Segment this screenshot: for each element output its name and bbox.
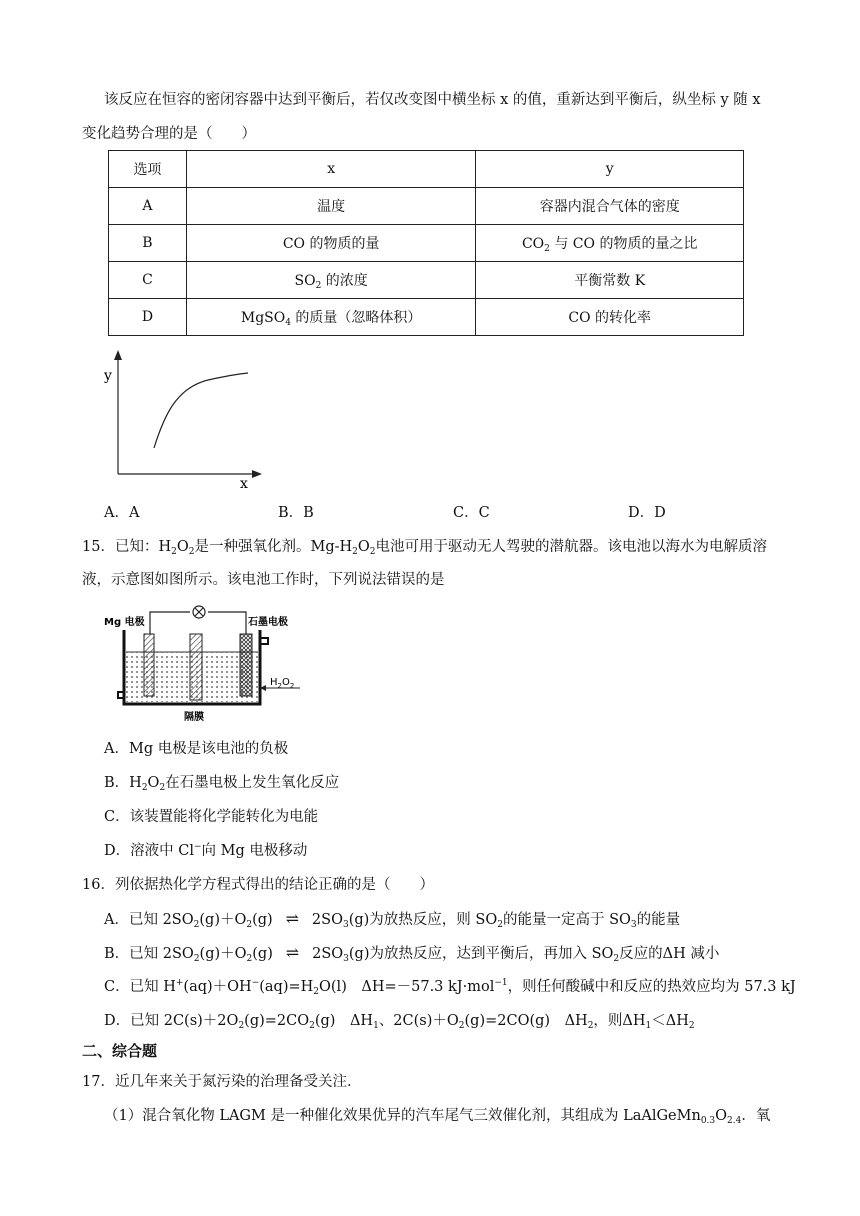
q16-choice-b: B．已知 $2SO_2(g)+O_2(g)$ ⇌ $2SO_3(g)$为放热反应，达到平衡后，再加入 $SO_2$反应的ΔH 减小	[104, 943, 720, 964]
equilibrium-arrow-icon: ⇌	[285, 943, 300, 962]
table-cell: D	[109, 299, 187, 336]
table-row	[109, 299, 744, 336]
q15-choice-a: A．Mg 电极是该电池的负极	[104, 741, 289, 757]
q15-stem-line-1: 15．已知：$H_2O_2$是一种强氧化剂。$Mg-H_2O_2$电池可用于驱动无人驾驶的潜航器。该电池以海水为电解质溶	[82, 539, 768, 557]
wire-left	[150, 612, 190, 634]
table-cell: C	[109, 262, 187, 299]
choice-b: B．B	[278, 505, 314, 521]
membrane-label: 隔膜	[184, 712, 204, 723]
choice-c: C．C	[453, 505, 490, 521]
q16-stem: 16．列依据热化学方程式得出的结论正确的是（ ）	[82, 877, 434, 893]
y-axis-arrow-icon	[114, 350, 122, 360]
table-header: y	[476, 151, 744, 188]
q15-choice-c: C．该装置能将化学能转化为电能	[104, 809, 319, 825]
table-header-row	[109, 151, 744, 188]
graphite-electrode	[240, 634, 252, 696]
graphite-electrode-label: 石墨电极	[248, 617, 288, 628]
table-row	[109, 262, 744, 299]
mg-electrode	[144, 634, 154, 696]
table-cell: B	[109, 225, 187, 262]
table-cell: A	[109, 188, 187, 225]
table-row	[109, 188, 744, 225]
table-cell: 容器内混合气体的密度	[476, 188, 744, 225]
lamp-icon	[193, 606, 205, 618]
x-axis-arrow-icon	[252, 470, 262, 478]
membrane	[190, 634, 202, 700]
table-cell: MgSO$_4$ 的质量（忽略体积）	[186, 299, 476, 336]
q15-stem-line-2: 液，示意图如图所示。该电池工作时，下列说法错误的是	[82, 572, 445, 588]
q15-choice-d: D．溶液中 Cl−向 Mg 电极移动	[104, 842, 308, 859]
table-cell: $SO_2$ 的浓度	[186, 262, 476, 299]
table-cell: $CO_2$ 与 CO 的物质的量之比	[476, 225, 744, 262]
q17-part1: （1）混合氧化物 LAGM 是一种催化效果优异的汽车尾气三效催化剂，其组成为 $LaAlGeMn_{0.3}O_{2.4}$．氧	[104, 1108, 771, 1126]
table-cell: 平衡常数 K	[476, 262, 744, 299]
intro-line-2: 变化趋势合理的是（ ）	[82, 126, 256, 142]
q16-choice-d: D．已知 $2C(s)+2O_2(g)=2CO_2(g)$ $\Delta H_1$、$2C(s)+O_2(g)=2CO(g)$ $\Delta H_2$，则$\Delta H_1<\Delta H_2$	[104, 1013, 695, 1031]
choice-a: A．A	[104, 505, 140, 521]
table-cell: CO 的转化率	[476, 299, 744, 336]
choice-d: D．D	[628, 505, 666, 521]
q15-choice-b: B．$H_2O_2$在石墨电极上发生氧化反应	[104, 775, 340, 793]
section-heading: 二、综合题	[82, 1042, 158, 1060]
options-table	[108, 150, 744, 336]
mg-electrode-label: Mg 电极	[104, 617, 145, 628]
trend-graph	[96, 346, 266, 492]
y-axis-label: y	[104, 368, 112, 384]
q16-choice-a: A．已知 $2SO_2(g)+O_2(g)$ ⇌ $2SO_3(g)$为放热反应，则 $SO_2$的能量一定高于 $SO_3$的能量	[104, 909, 681, 930]
equilibrium-arrow-icon: ⇌	[285, 909, 300, 928]
q16-choice-c: C．已知 $H^+(aq)+OH^-(aq)=H_2O(l)$ ΔH=－57.3 kJ·mol$^{-1}$，则任何酸碱中和反应的热效应均为 57.3 kJ	[104, 978, 796, 997]
table-cell: 温度	[186, 188, 476, 225]
wire-right	[208, 612, 246, 634]
q17-stem: 17．近几年来关于氮污染的治理备受关注．	[82, 1074, 362, 1090]
table-row	[109, 225, 744, 262]
x-axis-label: x	[240, 476, 248, 492]
h2o2-label: $H_2O_2$	[270, 677, 295, 690]
intro-line-1: 该反应在恒容的密闭容器中达到平衡后，若仅改变图中横坐标 x 的值，重新达到平衡后，纵坐标 y 随 x	[104, 92, 761, 108]
battery-diagram	[100, 600, 310, 724]
table-header: 选项	[109, 151, 187, 188]
table-cell: CO 的物质的量	[186, 225, 476, 262]
table-header: x	[186, 151, 476, 188]
trend-curve	[154, 373, 248, 448]
